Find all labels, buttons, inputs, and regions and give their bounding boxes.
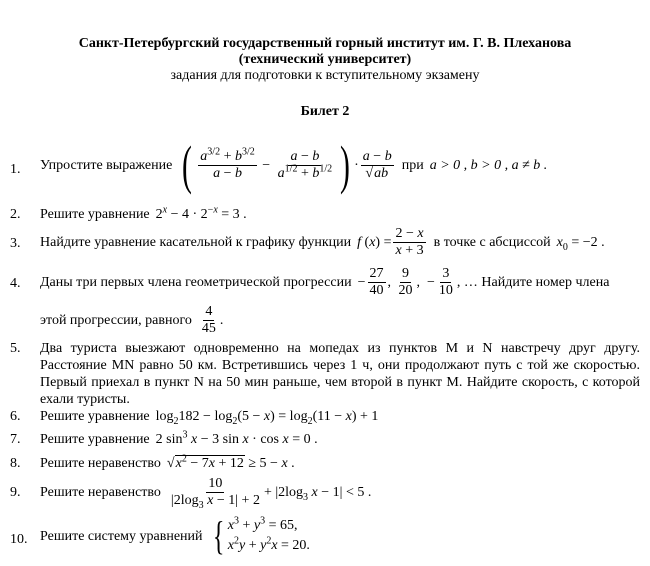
task-text: Решите неравенство [40,485,161,500]
formula: 2 $\sin^3 x - 3$ sin x · cos x = 0 . [155,429,318,447]
formula: $\log_2182 - \log_2(5 - x) = \log_2(11 - x) + 1$ [155,409,379,427]
task-tail: при [401,157,424,173]
target-term: $\frac{4}{45}$ [201,304,216,336]
task-number: 10. [10,532,28,547]
task-tail: в точке с абсциссой [433,235,551,250]
task-text: Два туриста выезжают одновременно на мопедах из пунктов M и N навстречу друг другу. Расстояние MN равно 50 км. Встретившись через 1 ч, они продолжают путь с той же скоростью. Первый приехал в пункт N на 50 мин раньше, чем второй в пункт M. Найдите скорость, с которой ехали туристы. [40,341,640,407]
task-body: Решите неравенство $\frac{10}{|2\log_3 x - 1| + 2}$ + $|2\log_3$ x − 1| < 5 . [40,476,372,511]
task-number: 4. [10,276,21,291]
task-condition: a > 0 , b > 0 , a ≠ b . [429,157,548,173]
task-number: 1. [10,162,21,177]
equation-system: $x^3 + y^3 = 65$, $x^2y + y^2x = 20$. [227,515,310,553]
formula-fraction-1: $\frac{a^{3/2} + b^{3/2}}{a - b}$ [200,145,255,181]
task-body [40,408,640,425]
institute-name: Санкт-Петербургский государственный горный институт им. Г. В. Плеханова [78,36,572,51]
formula: $√x^2 - 7x + 12 \ge 5 - x$ . [166,453,295,471]
right-paren: ) [340,135,351,195]
system-brace: { [212,513,224,558]
task-number: 6. [10,409,21,424]
term-2: $\frac{9}{20}$ [398,266,413,298]
document-purpose: задания для подготовки к вступительному экзамену [170,68,480,83]
formula-fraction-3: $\frac{a - b}{√ab}$ [362,148,392,181]
task-body [40,513,640,558]
task-number: 7. [10,432,21,447]
document-header [0,36,650,84]
task-number: 3. [10,236,21,251]
task-body [40,206,640,223]
task-number: 9. [10,485,21,500]
task-text: Упростите выражение [40,157,173,173]
task-body: Найдите уравнение касательной к графику функции f ( x ) = $\frac{2 - x}{x + 3}$ в точке с абсциссой $x_0 = -2$ . [40,226,605,258]
task-body-line2: этой прогрессии, равного $\frac{4}{45}$ . [40,304,224,336]
task-number: 2. [10,207,21,222]
task-body [40,431,640,448]
task-text: Решите неравенство [40,456,161,471]
term-3: $\frac{3}{10}$ [438,266,453,298]
task-text: Решите уравнение [40,432,150,447]
task-text: Решите систему уравнений [40,528,203,544]
task-body [40,455,640,472]
task-body: Даны три первых члена геометрической прогрессии − $\frac{27}{40}$ , $\frac{9}{20}$ , − $\frac{3}{10}$ , … Найдите номер члена [40,266,610,298]
task-text: Найдите уравнение касательной к графику функции [40,235,352,250]
task-text: Решите уравнение [40,409,150,424]
task-text: Даны три первых члена геометрической прогрессии [40,275,352,290]
ticket-title: Билет 2 [300,104,350,119]
task-tail: … Найдите номер члена [463,275,610,290]
formula: $2^x - 4 \cdot 2^{-x} = 3$ . [155,204,247,222]
task-body: Упростите выражение ( $\frac{a^{3/2} + b^{3/2}}{a - b}$ − $\frac{a - b}{a^{1/2} + b^{1/2}}$ ) · $\frac{a - b}{√ab}$ при a > 0 , b > 0 , a ≠ b . [40,135,548,195]
formula-fraction: $\frac{2 - x}{x + 3}$ [395,226,424,258]
task-text-line2: этой прогрессии, равного [40,313,192,328]
task-number: 5. [10,341,21,356]
formula-fraction-2: $\frac{a - b}{a^{1/2} + b^{1/2}}$ [277,148,333,181]
task-number: 8. [10,456,21,471]
left-paren: ( [182,135,193,195]
task-text: Решите уравнение [40,207,150,222]
formula-fraction: $\frac{10}{|2\log_3 x - 1| + 2}$ [170,476,260,511]
term-1: $\frac{27}{40}$ [369,266,384,298]
institute-subtitle: (технический университет) [238,52,412,67]
